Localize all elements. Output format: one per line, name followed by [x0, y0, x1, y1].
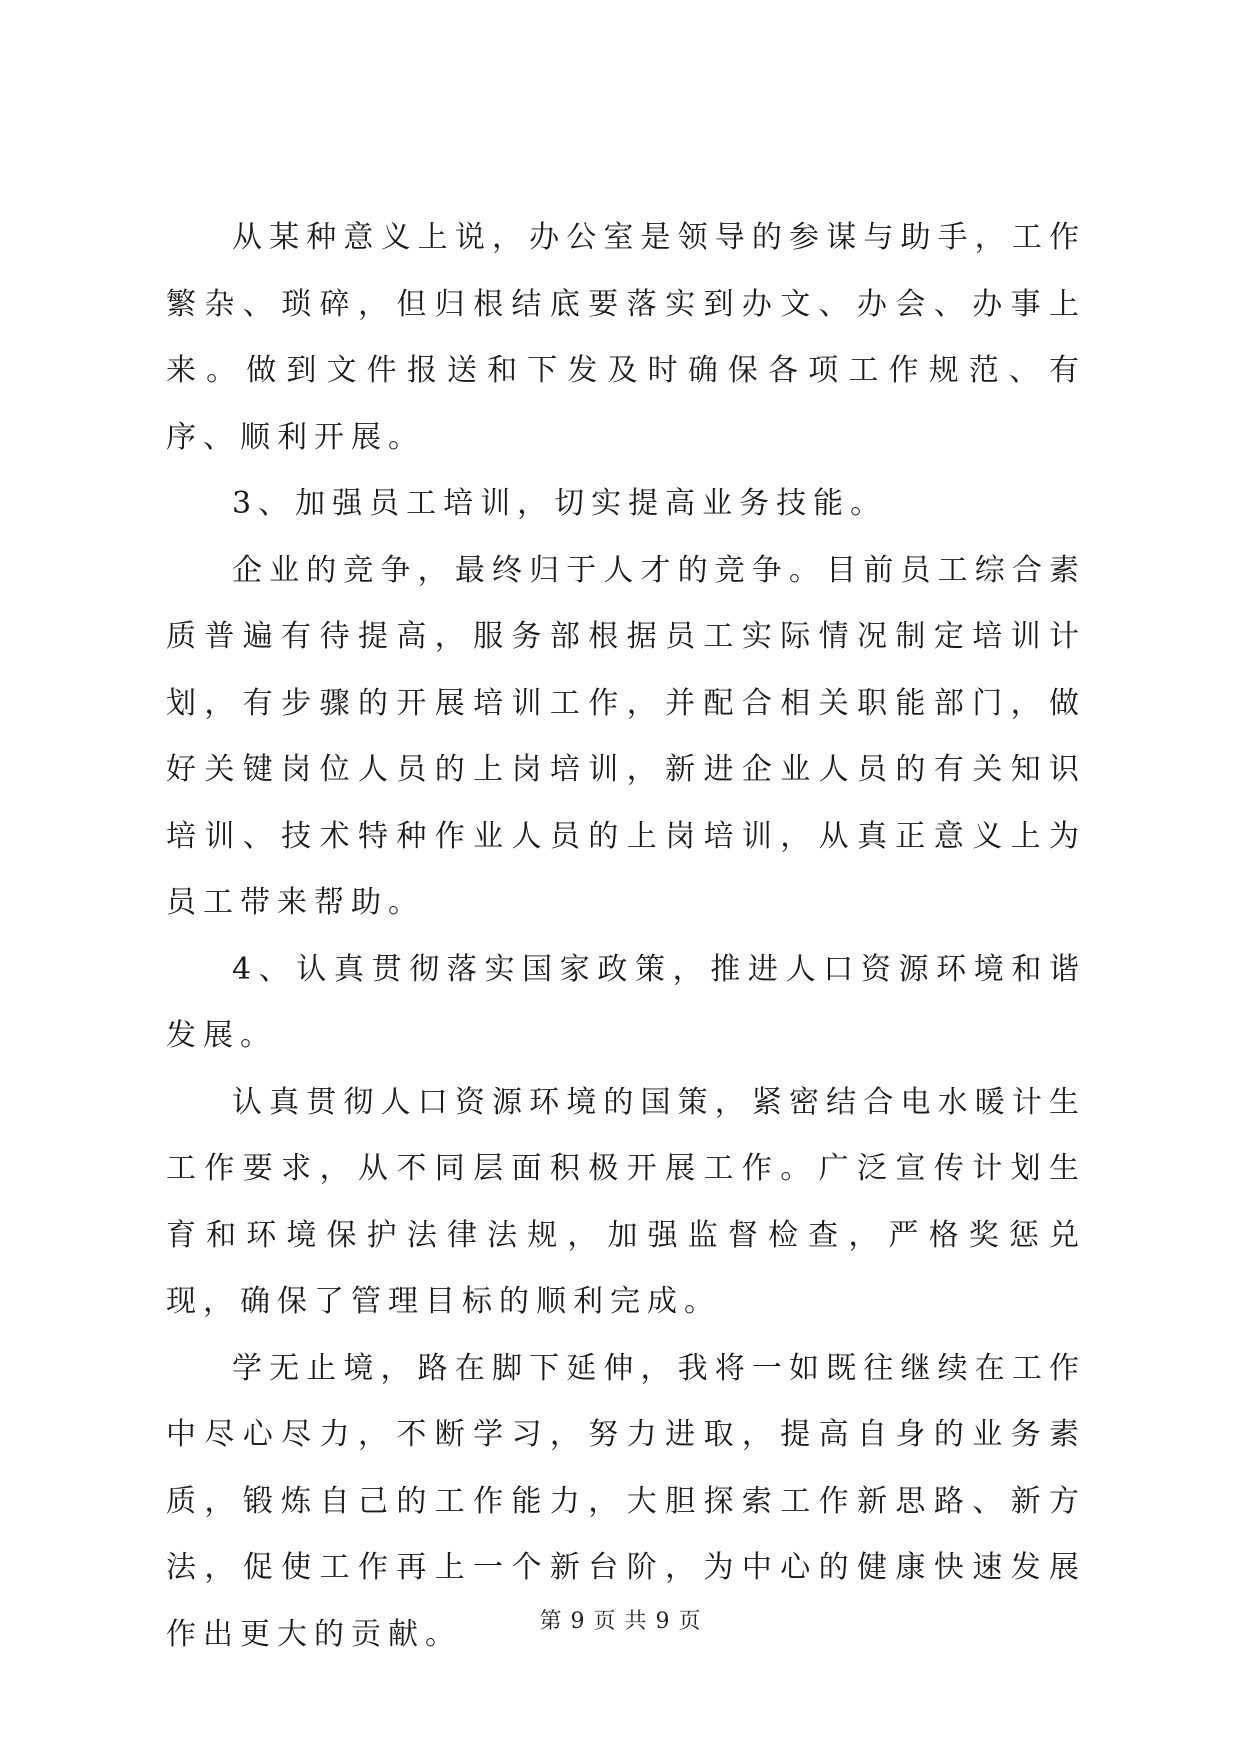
heading-staff-training: 3、加强员工培训，切实提高业务技能。 [232, 486, 888, 521]
heading-national-policy: 4、认真贯彻落实国家政策，推进人口资源环境和谐发展。 [166, 951, 1086, 1053]
paragraph-staff-training: 企业的竞争，最终归于人才的竞争。目前员工综合素质普遍有待提高，服务部根据员工实际情况制定培训计划，有步骤的开展培训工作，并配合相关职能部门，做好关键岗位人员的上岗培训，新进企业人员的有关知识培训、技术特种作业人员的上岗培训，从真正意义上为员工带来帮助。 [166, 552, 1086, 920]
document-body [166, 205, 1086, 1668]
paragraph-national-policy: 认真贯彻人口资源环境的国策，紧密结合电水暖计生工作要求，从不同层面积极开展工作。广泛宣传计划生育和环境保护法律法规，加强监督检查，严格奖惩兑现，确保了管理目标的顺利完成。 [166, 1084, 1086, 1319]
page-number-footer: 第 9 页 共 9 页 [539, 1609, 702, 1634]
paragraph-conclusion: 学无止境，路在脚下延伸，我将一如既往继续在工作中尽心尽力，不断学习，努力进取，提高自身的业务素质，锻炼自己的工作能力，大胆探索工作新思路、新方法，促使工作再上一个新台阶，为中心的健康快速发展作出更大的贡献。 [166, 1350, 1086, 1652]
paragraph-office-role: 从某种意义上说，办公室是领导的参谋与助手，工作繁杂、琐碎，但归根结底要落实到办文、办会、办事上来。做到文件报送和下发及时确保各项工作规范、有序、顺利开展。 [166, 220, 1086, 455]
